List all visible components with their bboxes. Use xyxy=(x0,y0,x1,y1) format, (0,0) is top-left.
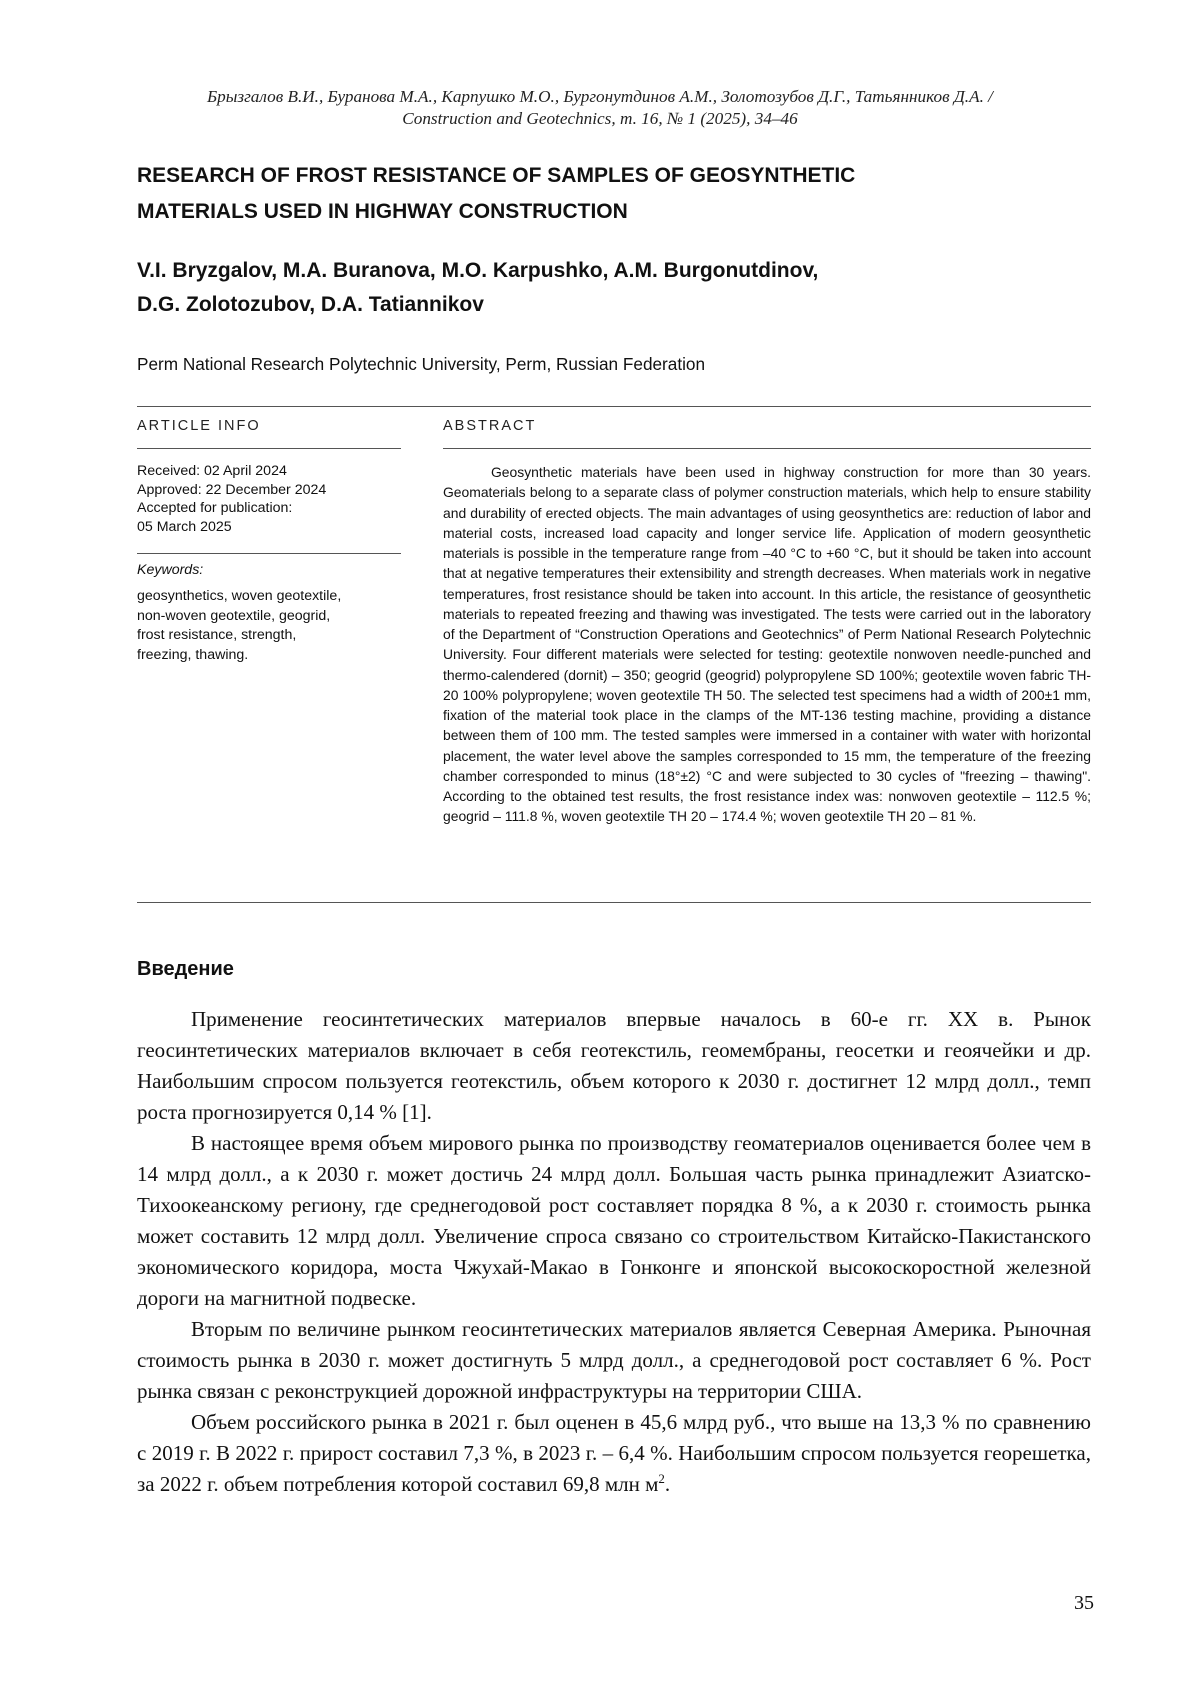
page-number: 35 xyxy=(1074,1592,1094,1614)
keywords-divider xyxy=(137,553,401,554)
keywords-line: frost resistance, strength, xyxy=(137,627,297,643)
keywords-line: geosynthetics, woven geotextile, xyxy=(137,588,342,604)
abstract-label: ABSTRACT xyxy=(443,418,537,434)
running-head-line-1: Брызгалов В.И., Буранова М.А., Карпушко М.О., Бургонутдинов А.М., Золотозубов Д.Г., Татьянников Д.А. / xyxy=(207,87,993,106)
paragraph xyxy=(137,1407,1091,1500)
introduction-body xyxy=(137,1004,1091,1500)
keywords-label: Keywords: xyxy=(137,562,204,578)
paragraph: Вторым по величине рынком геосинтетических материалов является Северная Америка. Рыночная стоимость рынка в 2030 г. может достигнуть 5 млрд долл., а среднегодовой рост составляет 6 %. Рост рынка связан с реконструкцией дорожной инфраструктуры на территории США. xyxy=(137,1317,1091,1403)
abstract-text: Geosynthetic materials have been used in highway construction for more than 30 years. Geomaterials belong to a separate class of polymer construction materials, which help to ensure stability and durability of erected objects. The main advantages of using geosynthetics are: reduction of labor and material costs, increased load capacity and longer service life. Application of modern geosynthetic materials is possible in the temperature range from –40 °C to +60 °C, but it should be taken into account that at negative temperatures their extensibility and strength decreases. When materials work in negative temperatures, frost resistance should be taken into account. In this article, the resistance of geosynthetic materials to repeated freezing and thawing was investigated. The tests were carried out in the laboratory of the Department of “Construction Operations and Geotechnics” of Perm National Research Polytechnic University. Four different materials were selected for testing: geotextile nonwoven needle-punched and thermo-calendered (dornit) – 350; geogrid (geogrid) polypropylene SD 100%; geotextile woven fabric TH-20 100% polypropylene; woven geotextile TH 50. The selected test specimens had a width of 200±1 mm, fixation of the material took place in the clamps of the MT-136 testing machine, providing a distance between them of 100 mm. The tested samples were immersed in a container with water with horizontal placement, the water level above the samples corresponded to 15 mm, the temperature of the freezing chamber corresponded to minus (18°±2) °C and were subjected to 30 cycles of "freezing – thawing". According to the obtained test results, the frost resistance index was: nonwoven geotextile – 112.5 %; geogrid – 111.8 %, woven geotextile TH 20 – 174.4 %; woven geotextile TH 20 – 81 %. xyxy=(443,464,1091,825)
author-list xyxy=(137,254,1097,322)
paragraph: В настоящее время объем мирового рынка по производству геоматериалов оценивается более чем в 14 млрд долл., а к 2030 г. может достичь 24 млрд долл. Большая часть рынка принадлежит Азиатско-Тихоокеанскому региону, где среднегодовой рост составляет порядка 8 %, а к 2030 г. стоимость рынка может составить 12 млрд долл. Увеличение спроса связано со строительством Китайско-Пакистанского экономического коридора, моста Чжухай-Макао в Гонконге и японской высокоскоростной железной дороги на магнитной подвеске. xyxy=(137,1131,1091,1310)
accepted-label: Accepted for publication: xyxy=(137,500,293,516)
article-info-label: ARTICLE INFO xyxy=(137,418,261,434)
keywords-list xyxy=(137,587,401,665)
running-head-line-2: Construction and Geotechnics, т. 16, № 1 (2025), 34–46 xyxy=(402,109,798,128)
publication-dates xyxy=(137,462,401,536)
paragraph-text: Объем российского рынка в 2021 г. был оценен в 45,6 млрд руб., что выше на 13,3 % по сравнению с 2019 г. В 2022 г. прирост составил 7,3 %, в 2023 г. – 6,4 %. Наибольшим спросом пользуется георешетка, за 2022 г. объем потребления которой составил 69,8 млн м xyxy=(137,1410,1091,1496)
approved-date: Approved: 22 December 2024 xyxy=(137,481,327,498)
running-head xyxy=(100,86,1100,130)
received-date: Received: 02 April 2024 xyxy=(137,463,287,479)
author-list-line-1: V.I. Bryzgalov, M.A. Buranova, M.O. Karpushko, A.M. Burgonutdinov, xyxy=(137,259,819,282)
top-divider xyxy=(137,406,1091,407)
superscript-exponent: 2 xyxy=(658,1471,665,1486)
accepted-date: 05 March 2025 xyxy=(137,518,232,535)
article-info-divider xyxy=(137,448,401,449)
keywords-line: non-woven geotextile, geogrid, xyxy=(137,607,331,624)
bottom-divider xyxy=(137,902,1091,903)
paragraph: Применение геосинтетических материалов впервые началось в 60-е гг. XX в. Рынок геосинтетических материалов включает в себя геотекстиль, геомембраны, геосетки и геоячейки и др. Наибольшим спросом пользуется геотекстиль, объем которого к 2030 г. достигнет 12 млрд долл., темп роста прогнозируется 0,14 % [1]. xyxy=(137,1007,1091,1124)
author-list-line-2: D.G. Zolotozubov, D.A. Tatiannikov xyxy=(137,293,484,316)
paragraph-end: . xyxy=(664,1472,671,1496)
abstract-divider xyxy=(443,448,1091,449)
article-title-line-2: MATERIALS USED IN HIGHWAY CONSTRUCTION xyxy=(137,200,628,223)
section-heading-introduction: Введение xyxy=(137,958,234,980)
affiliation: Perm National Research Polytechnic University, Perm, Russian Federation xyxy=(137,354,706,374)
article-title xyxy=(137,158,1097,230)
article-title-line-1: RESEARCH OF FROST RESISTANCE OF SAMPLES OF GEOSYNTHETIC xyxy=(137,164,856,187)
keywords-line: freezing, thawing. xyxy=(137,646,249,663)
